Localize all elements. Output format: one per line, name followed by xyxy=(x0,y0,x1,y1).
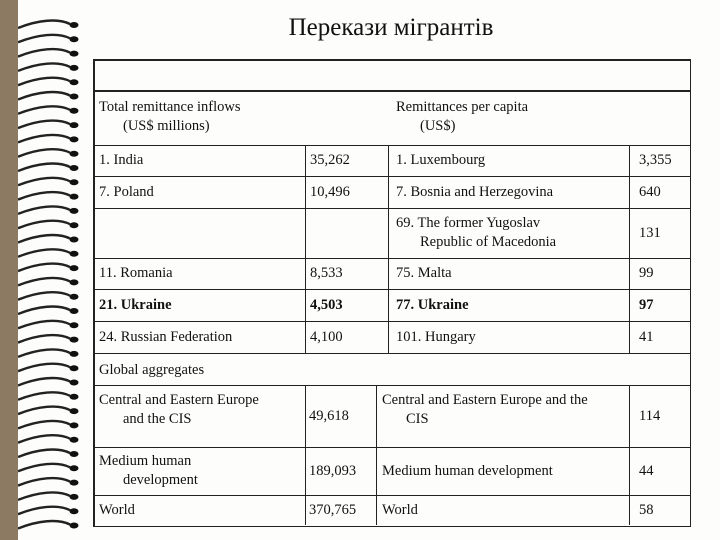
aggregate-value-right: 44 xyxy=(639,462,654,479)
row-country-right-line: 69. The former Yugoslav xyxy=(396,215,541,231)
row-value-left: 4,503 xyxy=(310,296,343,313)
aggregates-label: Global aggregates xyxy=(99,362,205,378)
aggregate-name-right xyxy=(382,391,588,429)
column-rule xyxy=(629,145,630,353)
aggregate-name-left-line: and the CIS xyxy=(123,411,192,427)
header-per-capita-line: Remittances per capita xyxy=(396,99,529,115)
column-rule xyxy=(629,385,630,525)
row-value-right: 99 xyxy=(639,265,654,281)
row-value-left: 4,100 xyxy=(310,328,343,345)
page-title: Перекази мігрантів xyxy=(288,14,494,41)
aggregate-name-right-line: CIS xyxy=(406,411,429,427)
header-total-inflows-line: (US$ millions) xyxy=(123,118,210,134)
row-country-left: 7. Poland xyxy=(99,183,154,200)
aggregate-name-left-line: Medium human xyxy=(99,453,192,469)
row-value-left: 10,496 xyxy=(310,183,350,200)
row-country-left: 1. India xyxy=(99,152,144,168)
table-row-rule xyxy=(93,353,691,354)
table-bottom-border xyxy=(93,526,691,528)
table-row-rule xyxy=(93,208,691,209)
table-row-rule xyxy=(93,495,691,496)
aggregate-value-right: 114 xyxy=(639,407,661,424)
column-rule xyxy=(388,145,389,353)
table-row-rule xyxy=(93,447,691,448)
aggregate-name-left xyxy=(99,391,259,429)
row-country-right: 77. Ukraine xyxy=(396,296,469,313)
row-country-left: 24. Russian Federation xyxy=(99,328,233,345)
aggregate-value-left: 370,765 xyxy=(309,501,357,518)
table-row-rule xyxy=(93,258,691,259)
remittance-table xyxy=(93,59,691,527)
aggregate-name-left: World xyxy=(99,501,135,518)
row-value-left: 8,533 xyxy=(310,265,343,281)
header-per-capita-line: (US$) xyxy=(420,118,456,134)
aggregate-name-left-line: Central and Eastern Europe xyxy=(99,392,259,408)
aggregate-name-left-line: development xyxy=(123,472,198,488)
row-country-right: 7. Bosnia and Herzegovina xyxy=(396,183,554,200)
table-left-border xyxy=(93,59,95,527)
row-value-right: 640 xyxy=(639,183,661,200)
table-row-rule xyxy=(93,145,691,146)
aggregate-name-left xyxy=(99,452,198,490)
row-value-right: 3,355 xyxy=(639,152,672,168)
row-country-right-line: Republic of Macedonia xyxy=(420,234,557,250)
table-row-rule xyxy=(93,289,691,290)
table-right-border xyxy=(690,59,692,527)
row-country-left: 11. Romania xyxy=(99,265,173,281)
column-rule xyxy=(305,145,306,353)
aggregate-name-right: Medium human development xyxy=(382,462,553,479)
table-header-rule xyxy=(93,90,691,92)
aggregate-name-right: World xyxy=(382,501,418,518)
column-rule xyxy=(376,385,377,525)
spiral-binding-icon xyxy=(18,0,98,540)
aggregate-value-left: 189,093 xyxy=(309,462,357,479)
header-per-capita xyxy=(396,98,528,136)
table-row-rule xyxy=(93,385,691,386)
row-country-right: 1. Luxembourg xyxy=(396,152,486,168)
header-total-inflows-line: Total remittance inflows xyxy=(99,99,241,115)
row-value-right: 41 xyxy=(639,328,654,345)
row-country-right xyxy=(396,214,556,252)
row-value-left: 35,262 xyxy=(310,152,350,168)
row-value-right: 97 xyxy=(639,296,654,313)
aggregate-name-right-line: Central and Eastern Europe and the xyxy=(382,392,588,408)
row-country-left: 21. Ukraine xyxy=(99,296,172,313)
table-row-rule xyxy=(93,176,691,177)
column-rule xyxy=(305,385,306,525)
table-row-rule xyxy=(93,321,691,322)
aggregate-value-right: 58 xyxy=(639,501,654,518)
row-value-right: 131 xyxy=(639,224,661,241)
header-total-inflows xyxy=(99,98,241,136)
row-country-right: 101. Hungary xyxy=(396,328,476,345)
table-top-border xyxy=(93,59,691,61)
aggregate-value-left: 49,618 xyxy=(309,407,349,424)
row-country-right: 75. Malta xyxy=(396,265,452,281)
